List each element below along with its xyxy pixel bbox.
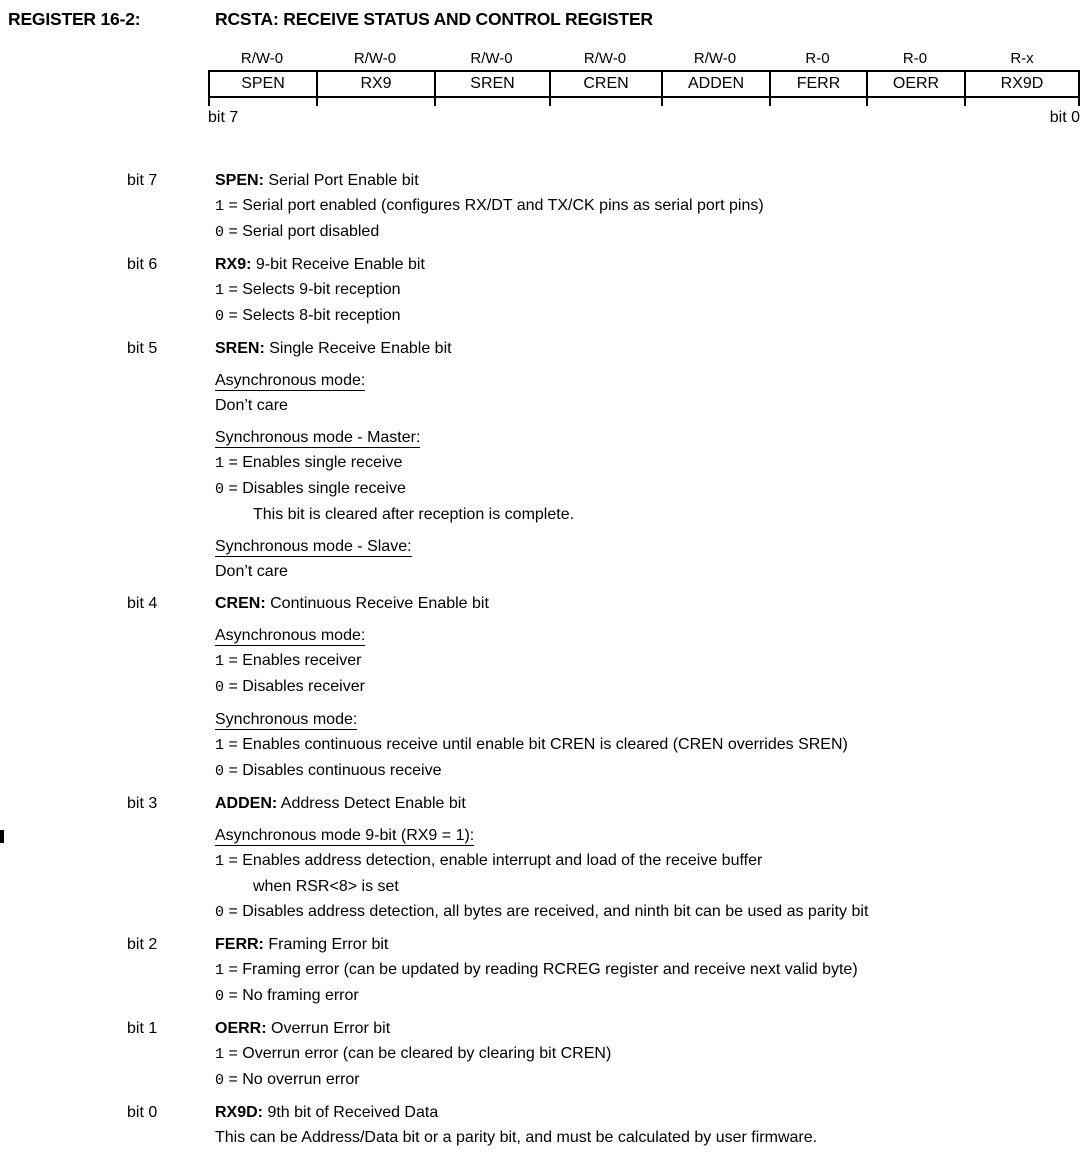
bit-content [215,791,1085,925]
value-line [215,219,1085,245]
access-label: R/W-0 [240,50,284,67]
column-tick [208,98,316,106]
column-tick [434,98,549,106]
msb-label: bit 7 [208,109,239,126]
value-line [215,1067,1085,1093]
access-label: R/W-0 [693,50,737,67]
title-line [215,252,1085,277]
register-title: RCSTA: RECEIVE STATUS AND CONTROL REGISTER [215,9,653,29]
heading-line [215,707,1085,732]
bit-value: 1 [215,737,225,754]
bit-number-label: bit 7 [127,172,158,189]
bit-value-text: = Enables single receive [224,454,403,471]
register-tick-row [208,98,1080,106]
bit-value-text: = No framing error [224,987,359,1004]
bit-cell-rx9d: RX9D [964,72,1078,96]
bit-content [215,168,1085,245]
bit-value: 1 [215,962,225,979]
bit-value-text: = Disables single receive [224,480,406,497]
bit-name: OERR: [215,1020,267,1037]
bit-value: 0 [215,679,225,696]
bit-number-label: bit 3 [127,795,158,812]
heading-line [215,368,1085,393]
bit-function-text: Framing Error bit [263,936,389,953]
column-tick [769,98,866,106]
bit-cell-sren: SREN [434,72,549,96]
bit-cell-ferr: FERR [769,72,866,96]
change-bar-marker [0,830,4,843]
bit-number-label: bit 0 [127,1104,158,1121]
bit-value: 1 [215,455,225,472]
bit-section [127,336,1085,584]
bit-value-text: = Enables address detection, enable interrupt and load of the receive buffer [224,852,763,869]
bit-name: RX9: [215,256,252,273]
mode-heading: Synchronous mode - Master: [215,429,421,446]
bit-section [127,932,1085,1009]
heading-line [215,425,1085,450]
bit-content [215,1016,1085,1093]
bit-value: 0 [215,224,225,241]
bit-value-text: = Serial port enabled (configures RX/DT and TX/CK pins as serial port pins) [224,197,764,214]
register-access-row [208,50,1080,70]
value-line [215,303,1085,329]
bit-content [215,591,1085,784]
value-line [215,648,1085,674]
bit-name: RX9D: [215,1104,264,1121]
title-line [215,336,1085,361]
bit-section [127,1100,1085,1150]
value-line [215,476,1085,502]
access-label: R/W-0 [470,50,513,67]
value-line [215,983,1085,1009]
value-line [215,957,1085,983]
plain-line: This can be Address/Data bit or a parity bit, and must be calculated by user firmware. [215,1129,818,1146]
bit-name: SPEN: [215,172,264,189]
bit-value-text: = Disables continuous receive [224,762,442,779]
bit-section [127,591,1085,784]
bit-function-text: Serial Port Enable bit [263,172,419,189]
register-range-row [208,109,1080,127]
bit-value: 0 [215,988,225,1005]
heading-line [215,623,1085,648]
value-line [215,674,1085,700]
bit-cell-spen: SPEN [241,75,285,92]
value-line [215,193,1085,219]
mode-heading: Asynchronous mode: [215,627,366,644]
title-line [215,1100,1085,1125]
bit-descriptions [127,168,1085,1157]
bit-content [215,336,1085,584]
column-tick [316,98,434,106]
value-line [215,732,1085,758]
bit-section [127,1016,1085,1093]
register-table [208,50,1080,127]
column-tick [964,98,1080,106]
bit-value-text: = Overrun error (can be cleared by clearing bit CREN) [224,1045,612,1062]
bit-number-label: bit 2 [127,936,158,953]
bit-value-text: = Disables address detection, all bytes are received, and ninth bit can be used as parity bit [224,903,869,920]
bit-section [127,168,1085,245]
bit-value-text: = Enables receiver [224,652,362,669]
title-line [215,1016,1085,1041]
register-bit-row [208,70,1080,98]
title-line [215,932,1085,957]
mode-heading: Synchronous mode - Slave: [215,538,412,555]
bit-number-label: bit 6 [127,256,158,273]
bit-value: 0 [215,1072,225,1089]
bit-value-text: = Framing error (can be updated by reading RCREG register and receive next valid byte) [224,961,858,978]
bit-function-text: 9th bit of Received Data [263,1104,439,1121]
bit-value: 0 [215,481,225,498]
indent-line: when RSR<8> is set [253,878,399,895]
indent-line: This bit is cleared after reception is complete. [253,506,575,523]
bit-name: FERR: [215,936,264,953]
bit-value: 1 [215,853,225,870]
bit-value-text: = Selects 9-bit reception [224,281,401,298]
bit-value: 0 [215,904,225,921]
access-label: R/W-0 [583,50,627,67]
column-tick [866,98,964,106]
access-label: R-0 [805,50,830,67]
bit-value: 0 [215,308,225,325]
bit-number-label: bit 5 [127,340,158,357]
heading-line [215,823,1085,848]
lsb-label: bit 0 [1049,109,1080,126]
access-label: R-0 [902,50,928,67]
bit-value-text: = Serial port disabled [224,223,380,240]
access-label: R/W-0 [353,50,397,67]
bit-function-text: Continuous Receive Enable bit [265,595,489,612]
title-line [215,591,1085,616]
bit-value-text: = Selects 8-bit reception [224,307,401,324]
bit-cell-cren: CREN [549,72,661,96]
bit-section [127,252,1085,329]
bit-name: SREN: [215,340,265,357]
bit-number-label: bit 4 [127,595,158,612]
title-line [215,791,1085,816]
plain-line: Don’t care [215,563,288,580]
value-line [215,758,1085,784]
plain-line: Don’t care [215,397,288,414]
bit-value-text: = No overrun error [224,1071,360,1088]
bit-value-text: = Enables continuous receive until enable bit CREN is cleared (CREN overrides SREN) [224,736,848,753]
register-number-label: REGISTER 16-2: [8,9,141,29]
bit-value: 1 [215,1046,225,1063]
bit-content [215,252,1085,329]
bit-value-text: = Disables receiver [224,678,365,695]
bit-content [215,1100,1085,1150]
value-line [215,899,1085,925]
column-tick [549,98,661,106]
page-title [8,9,653,30]
title-line [215,168,1085,193]
bit-content [215,932,1085,1009]
bit-function-text: Address Detect Enable bit [277,795,466,812]
bit-cell-oerr: OERR [866,72,964,96]
bit-cell-rx9: RX9 [316,72,434,96]
column-tick [661,98,769,106]
bit-function-text: Single Receive Enable bit [264,340,452,357]
value-line [215,1041,1085,1067]
value-line [215,450,1085,476]
bit-value: 1 [215,282,225,299]
value-line [215,277,1085,303]
bit-value: 0 [215,763,225,780]
mode-heading: Asynchronous mode: [215,372,366,389]
bit-number-label: bit 1 [127,1020,158,1037]
bit-value: 1 [215,653,225,670]
bit-function-text: Overrun Error bit [266,1020,391,1037]
bit-section [127,791,1085,925]
mode-heading: Asynchronous mode 9-bit (RX9 = 1): [215,827,475,844]
bit-value: 1 [215,198,225,215]
access-label: R-x [1010,50,1034,67]
bit-cell-adden: ADDEN [661,72,769,96]
bit-name: CREN: [215,595,266,612]
bit-function-text: 9-bit Receive Enable bit [251,256,425,273]
mode-heading: Synchronous mode: [215,711,358,728]
bit-name: ADDEN: [215,795,278,812]
value-line [215,848,1085,874]
heading-line [215,534,1085,559]
